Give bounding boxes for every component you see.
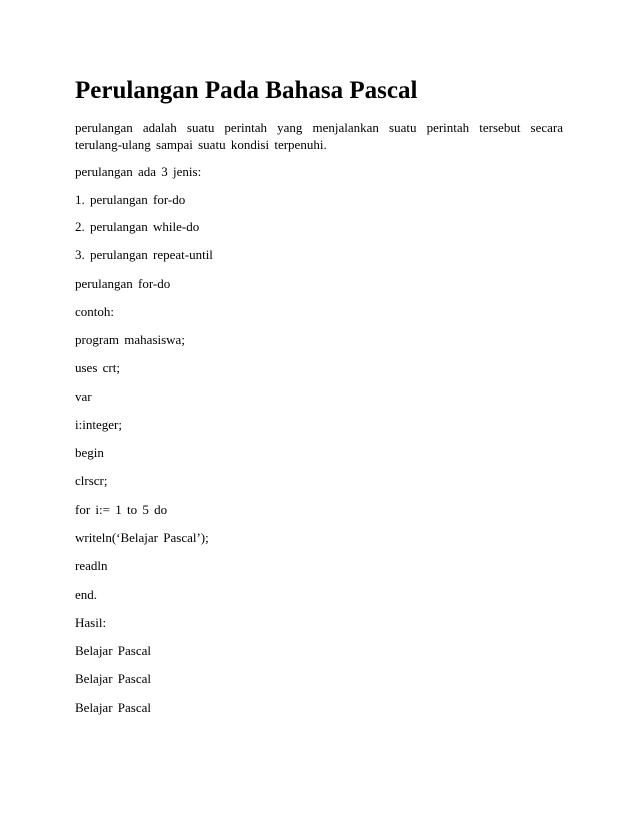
section-heading-for-do: perulangan for-do	[75, 276, 171, 291]
code-line-end: end.	[75, 587, 98, 602]
code-line-var: var	[75, 389, 92, 404]
intro-paragraph: perulangan adalah suatu perintah yang menjalankan suatu perintah tersebut secara terulang-ulang sampai suatu kondisi terpenuhi.	[75, 120, 563, 152]
output-line: Belajar Pascal	[75, 700, 151, 715]
code-line-clrscr: clrscr;	[75, 473, 108, 488]
code-line-writeln: writeln(‘Belajar Pascal’);	[75, 530, 209, 545]
document-title: Perulangan Pada Bahasa Pascal	[75, 77, 418, 104]
example-label: contoh:	[75, 304, 114, 319]
code-line-begin: begin	[75, 445, 104, 460]
code-line-for: for i:= 1 to 5 do	[75, 502, 168, 517]
paragraph-jenis-heading: perulangan ada 3 jenis:	[75, 164, 202, 179]
output-line: Belajar Pascal	[75, 643, 151, 658]
result-label: Hasil:	[75, 615, 107, 630]
code-line-program: program mahasiswa;	[75, 332, 185, 347]
list-item-while-do: 2. perulangan while-do	[75, 219, 200, 234]
code-line-uses: uses crt;	[75, 360, 120, 375]
output-line: Belajar Pascal	[75, 671, 151, 686]
code-line-declaration: i:integer;	[75, 417, 122, 432]
code-line-readln: readln	[75, 558, 108, 573]
list-item-for-do: 1. perulangan for-do	[75, 192, 186, 207]
list-item-repeat-until: 3. perulangan repeat-until	[75, 247, 213, 262]
